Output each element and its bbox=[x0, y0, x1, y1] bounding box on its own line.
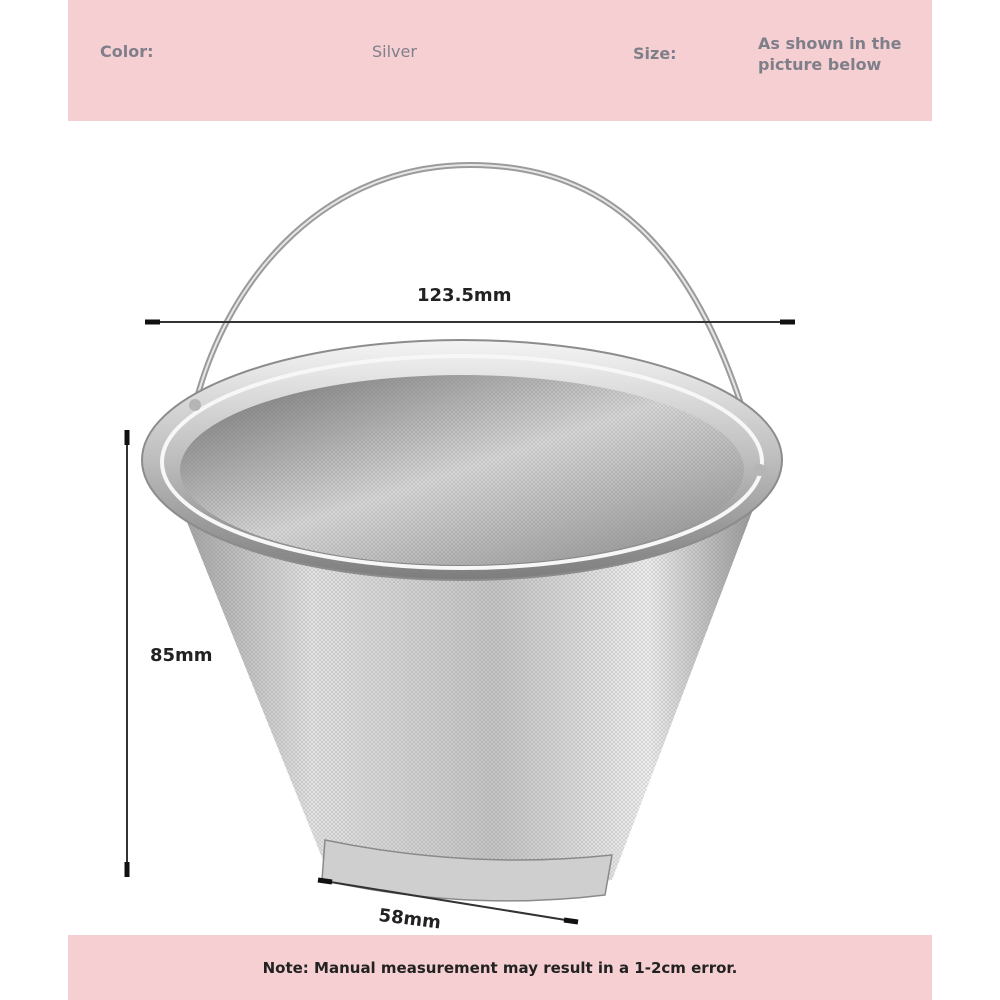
measurement-note: Note: Manual measurement may result in a 1-2cm error. bbox=[262, 959, 738, 977]
height-label: 85mm bbox=[150, 645, 213, 666]
top-width-label: 123.5mm bbox=[417, 285, 512, 306]
size-label: Size: bbox=[633, 44, 677, 63]
color-value: Silver bbox=[372, 42, 417, 61]
bottom-width-label: 58mm bbox=[377, 905, 443, 934]
size-value: As shown in the picture below bbox=[758, 34, 902, 74]
color-label: Color: bbox=[100, 42, 154, 61]
note-banner bbox=[68, 935, 932, 1000]
